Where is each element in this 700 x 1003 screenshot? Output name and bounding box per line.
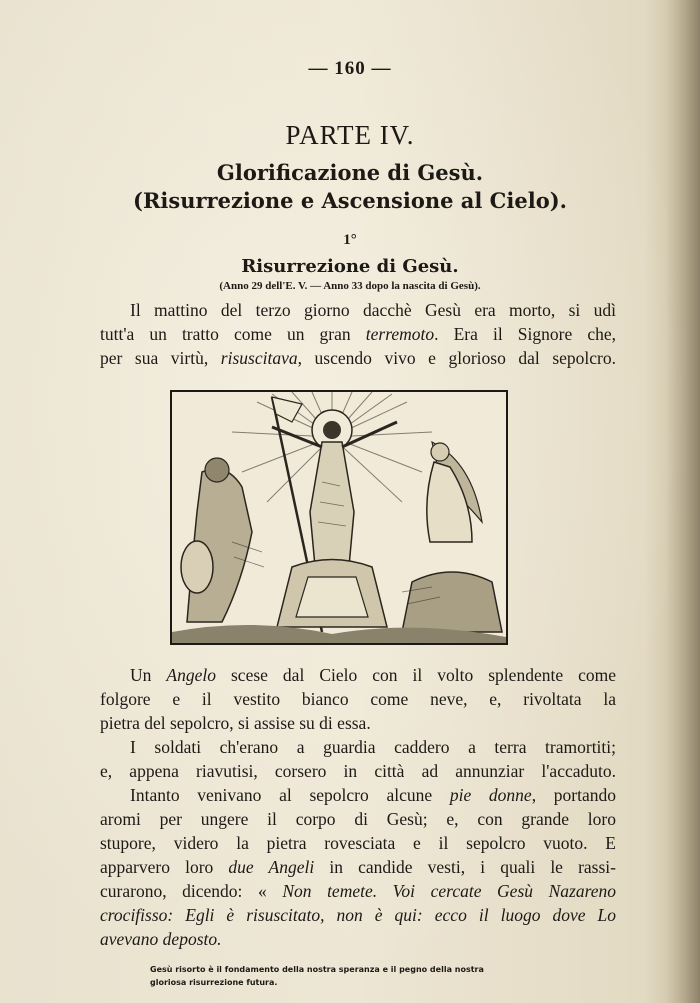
paragraph-line: stupore, videro la pietra rovesciata e il sepolcro vuoto. E [100, 833, 616, 853]
chapter-subtitle: (Anno 29 dell'E. V. — Anno 33 dopo la nascita di Gesù). [219, 280, 481, 292]
text-span: curarono, dicendo: « [100, 881, 283, 901]
paragraph-line: I soldati ch'erano a guardia caddero a terra tramortiti; [130, 737, 616, 757]
paragraph-line: avevano deposto. [100, 929, 222, 949]
paragraph-line [100, 855, 616, 879]
paragraph-line: folgore e il vestito bianco come neve, e, rivoltata la [100, 689, 616, 709]
section-title-line1: Glorificazione di Gesù. [216, 160, 484, 185]
paragraph-line [100, 879, 616, 903]
text-span: tutt'a un tratto come un gran [100, 324, 366, 344]
resurrection-engraving [170, 390, 508, 645]
footnote-line: gloriosa risurrezione futura. [150, 978, 278, 987]
italic-text: Angelo [166, 665, 216, 685]
paragraph-line [130, 783, 616, 807]
footnote-line: Gesù risorto è il fondamento della nostra speranza e il pegno della nostra [150, 965, 484, 974]
text-span: per sua virtù, [100, 348, 221, 368]
italic-text: terremoto [365, 324, 435, 344]
text-span: in candide vesti, i quali le rassi- [314, 857, 616, 877]
paragraph-line: pietra del sepolcro, si assise su di essa. [100, 713, 371, 733]
paragraph-line: crocifisso: Egli è risuscitato, non è qui: ecco il luogo dove Lo [100, 905, 616, 925]
page-number: — 160 — [308, 58, 392, 79]
italic-text: due Angeli [228, 857, 315, 877]
text-span: , portando [531, 785, 616, 805]
text-span: scese dal Cielo con il volto splendente come [215, 665, 616, 685]
text-span: , uscendo vivo e glorioso dal sepolcro. [297, 348, 616, 368]
text-span: Un [130, 665, 167, 685]
text-span: apparvero loro [100, 857, 229, 877]
part-title: PARTE IV. [285, 120, 415, 150]
text-span: Intanto venivano al sepolcro alcune [130, 785, 450, 805]
italic-text: pie donne [449, 785, 532, 805]
paragraph-line [100, 346, 616, 370]
text-span: . Era il Signore che, [434, 324, 617, 344]
paragraph-line: aromi per ungere il corpo di Gesù; e, con grande loro [100, 809, 616, 829]
paragraph-line [100, 322, 616, 346]
chapter-title: Risurrezione di Gesù. [241, 256, 459, 277]
italic-text: risuscitava [220, 348, 298, 368]
paragraph-line: e, appena riavutisi, corsero in città ad annunziar l'accaduto. [100, 761, 616, 781]
paragraph-line: Il mattino del terzo giorno dacchè Gesù era morto, si udì [130, 300, 616, 320]
chapter-ordinal: 1° [343, 232, 357, 248]
paragraph-line [130, 663, 616, 687]
engraving-image [172, 392, 506, 643]
section-title-line2: (Risurrezione e Ascensione al Cielo). [133, 188, 567, 213]
italic-text: Non temete. Voi cercate Gesù Nazareno [282, 881, 616, 901]
